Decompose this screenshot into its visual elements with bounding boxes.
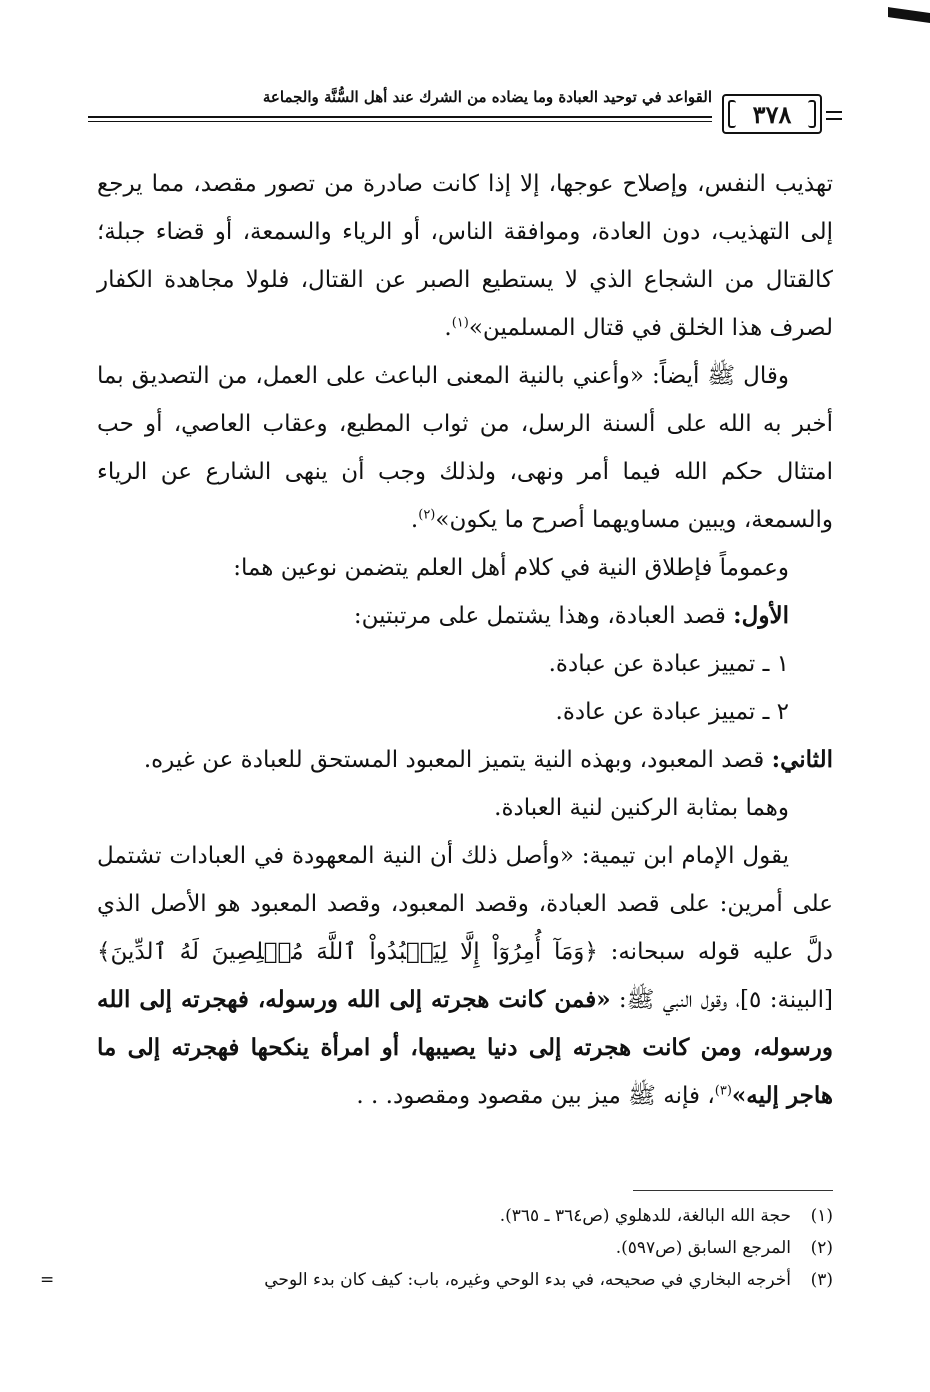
paragraph <box>97 832 833 1120</box>
list-item <box>97 640 833 688</box>
footnote-continuation-mark: = <box>40 1270 55 1290</box>
page-number: ٣٧٨ <box>752 99 792 129</box>
paragraph-text: ، فإنه ﷺ ميز بين مقصود ومقصود. . . <box>356 1083 715 1109</box>
paragraph-text: وقال ﷺ أيضاً: «وأعني بالنية المعنى الباعث على العمل، من التصديق بما أخبر به الله على ألسنة الرسل، من ثواب المطيع، وعقاب العاصي، أو حب امتثال حكم الله فيما أمر ونهى، ولذلك وجب أن ينهى الشارع عن الرياء والسمعة، ويبين مساويهما أصرح ما يكون» <box>97 363 833 533</box>
section-label: الأول: <box>733 602 789 629</box>
body-text <box>97 160 833 1120</box>
header-dash <box>826 111 842 113</box>
paragraph: وقال ﷺ أيضاً: «وأعني بالنية المعنى الباعث على العمل، من التصديق بما أخبر به الله على ألسنة الرسل، من ثواب المطيع، وعقاب العاصي، أو حب امتثال حكم الله فيما أمر ونهى، ولذلك وجب أن ينهى الشارع عن الرياء والسمعة، ويبين مساويهما أصرح ما يكون»$^{(٢)}$. <box>97 363 833 533</box>
footnote-text: المرجع السابق (ص٥٩٧). <box>615 1238 791 1258</box>
header-dash <box>826 118 842 120</box>
footnote-ref: (٢) <box>418 507 436 523</box>
paragraph-text: [البينة: ٥]، وقول النبي ﷺ: <box>618 987 833 1013</box>
page-header <box>88 84 842 154</box>
footnote <box>40 1264 833 1296</box>
footnote-number: (١) <box>810 1206 833 1226</box>
paragraph <box>97 736 833 784</box>
quran-verse: ﴿وَمَآ أُمِرُوٓاْ إِلَّا لِيَعۡبُدُواْ ٱللَّهَ مُخۡلِصِينَ لَهُ ٱلدِّينَ﴾ <box>97 939 598 965</box>
paragraph <box>97 784 833 832</box>
footnote-ref: (١) <box>451 315 469 331</box>
paragraph-text: وعموماً فإطلاق النية في كلام أهل العلم يتضمن نوعين هما: <box>233 555 789 581</box>
footnote-rule <box>633 1190 833 1191</box>
paragraph <box>97 544 833 592</box>
paragraph-text: يقول الإمام ابن تيمية: «وأصل ذلك أن النية المعهودة في العبادات تشتمل على أمرين: على قصد العبادة، وقصد المعبود، وقصد المعبود هو الأصل الذي دلَّ عليه قوله سبحانه: <box>97 843 834 965</box>
corner-mark <box>888 7 930 23</box>
list-item-text: ١ ـ تمييز عبادة عن عبادة. <box>548 651 789 677</box>
paragraph-text: تهذيب النفس، وإصلاح عوجها، إلا إذا كانت صادرة من تصور مقصد، مما يرجع إلى التهذيب، دون العادة، وموافقة الناس، أو الرياء والسمعة، أو قضاء جبلة؛ كالقتال من الشجاع الذي لا يستطيع الصبر عن القتال، فلولا مجاهدة الكفار لصرف هذا الخلق في قتال المسلمين» <box>97 171 833 341</box>
section-label: الثاني: <box>771 746 833 773</box>
hadith-text: «فمن كانت هجرته إلى الله ورسوله، فهجرته إلى الله ورسوله، ومن كانت هجرته إلى دنيا يصيبها، أو امرأة ينكحها فهجرته إلى ما هاجر إليه» <box>97 986 833 1109</box>
list-item-text: ٢ ـ تمييز عبادة عن عادة. <box>555 699 789 725</box>
footnote-text: أخرجه البخاري في صحيحه، في بدء الوحي وغيره، باب: كيف كان بدء الوحي <box>264 1270 791 1290</box>
footnote-number: (٢) <box>810 1238 833 1258</box>
header-rule-thin <box>88 121 712 122</box>
running-title: القواعد في توحيد العبادة وما يضاده من الشرك عند أهل السُّنَّة والجماعة <box>262 88 712 106</box>
paragraph-text: قصد المعبود، وبهذه النية يتميز المعبود المستحق للعبادة عن غيره. <box>143 747 765 773</box>
list-item <box>97 688 833 736</box>
paragraph: تهذيب النفس، وإصلاح عوجها، إلا إذا كانت صادرة من تصور مقصد، مما يرجع إلى التهذيب، دون العادة، وموافقة الناس، أو الرياء والسمعة، أو قضاء جبلة؛ كالقتال من الشجاع الذي لا يستطيع الصبر عن القتال، فلولا مجاهدة الكفار لصرف هذا الخلق في قتال المسلمين»$^{(١)}$. <box>97 171 833 341</box>
paragraph <box>97 592 833 640</box>
paragraph-text: قصد العبادة، وهذا يشتمل على مرتبتين: <box>353 603 726 629</box>
paragraph-text: وهما بمثابة الركنين لنية العبادة. <box>494 795 789 821</box>
footnotes <box>40 1200 833 1296</box>
page-number-frame <box>722 94 822 134</box>
footnote <box>40 1200 833 1232</box>
footnote-ref: (٣) <box>714 1083 732 1099</box>
header-rule <box>88 116 712 118</box>
footnote-number: (٣) <box>810 1270 833 1290</box>
footnote <box>40 1232 833 1264</box>
footnote-text: حجة الله البالغة، للدهلوي (ص٣٦٤ ـ ٣٦٥). <box>499 1206 791 1226</box>
